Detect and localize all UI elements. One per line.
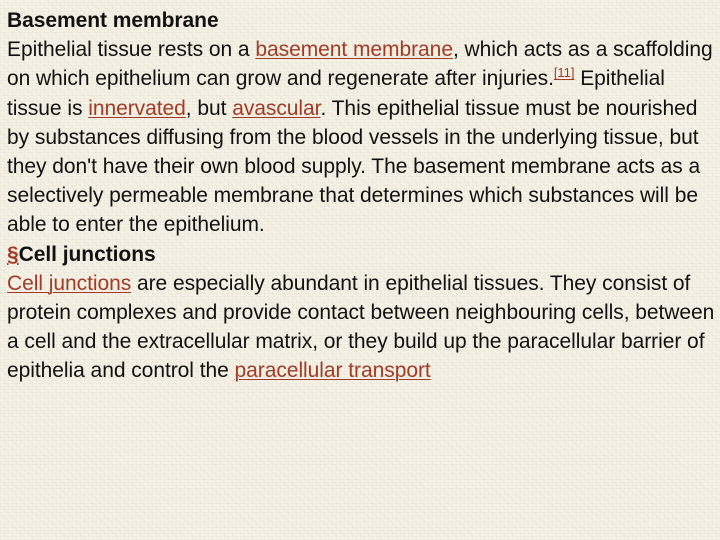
reference-link-11[interactable]: [11] [553,65,575,81]
text-run: , but [185,96,233,120]
section-anchor-link[interactable]: § [7,242,19,266]
link-innervated[interactable]: innervated [88,96,186,120]
text-run: are especially abundant in epithelial tissues. They consist of protein complexes and provide contact between neighbouring cells, between a cell and the extracellular matrix, or they build up the paracellular barrier of epithelia and control the [7,271,715,383]
heading-cell-junctions [7,240,717,269]
link-avascular[interactable]: avascular [232,96,321,120]
text-run: Epithelial tissue rests on a [7,38,256,62]
link-basement-membrane[interactable]: basement membrane [255,38,453,62]
heading-basement-membrane: Basement membrane [7,9,219,32]
link-paracellular-transport[interactable]: paracellular transport [234,359,431,383]
paragraph-basement-membrane [7,35,717,239]
slide-content [7,6,717,386]
text-run: , which acts as a scaffolding on which epithelium can grow and regenerate after injuries. [7,38,713,91]
paragraph-cell-junctions [7,269,717,386]
link-cell-junctions[interactable]: Cell junctions [7,271,132,295]
text-run: Epithelial tissue is [7,67,665,120]
text-run: . This epithelial tissue must be nourished by substances diffusing from the blood vessels in the underlying tissue, but they don't have their own blood supply. The basement membrane acts as a selectively permeable membrane that determines which substances will be able to enter the epithelium. [7,96,701,237]
heading-text: Cell junctions [18,242,156,266]
